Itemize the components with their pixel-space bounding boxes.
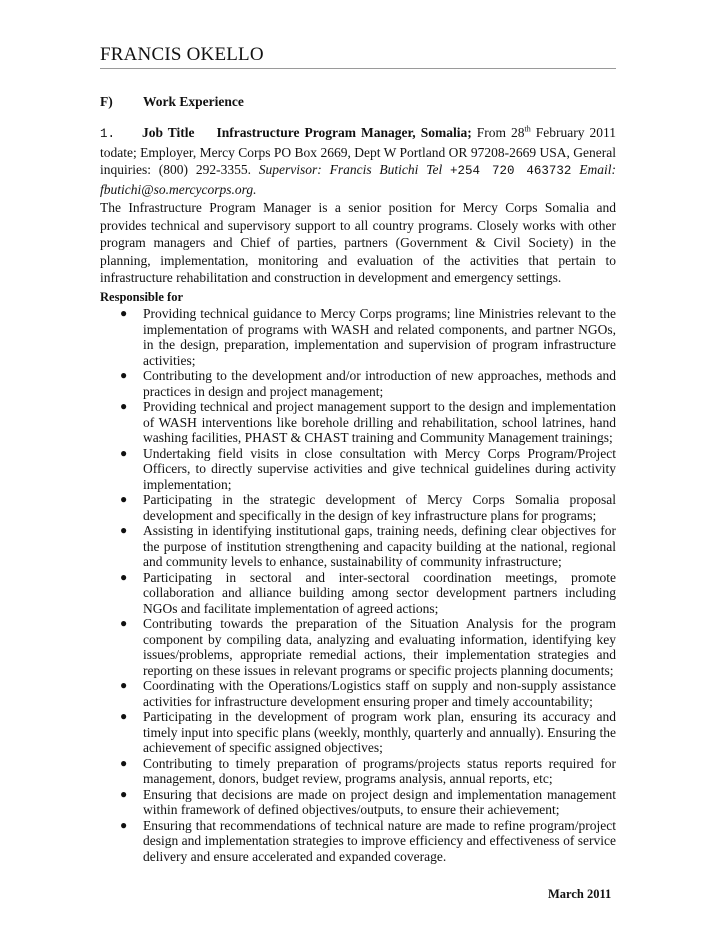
responsibilities-heading: Responsible for [100, 290, 183, 304]
list-item: ● Contributing to timely preparation of programs/projects status reports required for management, donors, budget review, programs analysis, annual reports, etc; [120, 755, 616, 786]
tel-number: +254 720 463732 [450, 164, 572, 178]
job-title-label: Job Title [142, 125, 195, 140]
bullet-icon: ● [120, 306, 128, 320]
bullet-icon: ● [120, 786, 128, 801]
bullet-icon: ● [120, 678, 128, 692]
list-item: ● Contributing to the development and/or introduction of new approaches, methods and practices in design and project management; [120, 368, 616, 399]
bullet-icon: ● [120, 492, 128, 506]
job-from-sup: th [524, 124, 531, 134]
candidate-name: FRANCIS OKELLO [100, 44, 264, 65]
list-item: ● Coordinating with the Operations/Logistics staff on supply and non-supply assistance activities for infrastructure development ensuring proper and timely accountability; [120, 678, 616, 709]
footer-date: March 2011 [548, 887, 612, 901]
header-divider [100, 68, 616, 69]
section-heading [100, 94, 244, 110]
bullet-icon: ● [120, 709, 128, 723]
list-item: ● Ensuring that decisions are made on project design and implementation management within framework of defined objectives/outputs, to ensure their achievement; [120, 786, 616, 817]
email-label: Email: [579, 162, 616, 177]
job-number: 1. [100, 127, 116, 141]
bullet-icon: ● [120, 569, 128, 584]
responsibilities-list [100, 306, 616, 864]
list-item: ● Providing technical and project management support to the design and implementation of WASH interventions like borehole drilling and rehabilitation, school latrines, hand washing facilities, PHAST & CHAST training and Community Management trainings; [120, 399, 616, 445]
job-from-prefix: From 28 [476, 125, 525, 140]
job-entry [100, 124, 616, 198]
role-description: The Infrastructure Program Manager is a senior position for Mercy Corps Somalia and provides technical and supervisory support to all country programs. Closely works with other program managers and Chief of parties, partners (Government & Civil Society) in the planning, implementation, monitoring and evaluation of the activities that pertain to infrastructure rehabilitation and construction in development and emergency settings. [100, 200, 616, 285]
list-item: ● Assisting in identifying institutional gaps, training needs, defining clear objectives for the purpose of institution strengthening and capacity building at the national, regional and community levels to enhance, sustainability of community infrastructure; [120, 523, 616, 569]
list-item: ● Participating in the development of program work plan, ensuring its accuracy and timely input into specific plans (weekly, monthly, quarterly and annually). Ensuring the achievement of specific assigned objectives; [120, 709, 616, 755]
section-title: Work Experience [143, 94, 244, 109]
bullet-icon: ● [120, 755, 128, 770]
supervisor-label: Supervisor: [258, 162, 322, 177]
job-title: Infrastructure Program Manager, Somalia; [216, 125, 472, 140]
list-item: ● Providing technical guidance to Mercy Corps programs; line Ministries relevant to the implementation of programs with WASH and related components, and partner NGOs, in the design, preparation, implementation and supervision of program infrastructure activities; [120, 306, 616, 368]
list-item: ● Ensuring that recommendations of technical nature are made to refine program/project design and implementation strategies to improve efficiency and effectiveness of service delivery and ensure accelerated and expanded coverage. [120, 817, 616, 864]
bullet-icon: ● [120, 399, 128, 413]
bullet-icon: ● [120, 445, 128, 460]
section-number: F) [100, 94, 113, 109]
bullet-icon: ● [120, 368, 128, 382]
bullet-icon: ● [120, 616, 128, 630]
email-address[interactable]: fbutichi@so.mercycorps.org. [100, 181, 257, 197]
list-item: ● Contributing towards the preparation of the Situation Analysis for the program component by compiling data, analyzing and evaluating information, identifying key issues/problems, appropriate remedial actions, their implementation strategies and reporting on these issues in relevant programs or specific projects planning documents; [120, 616, 616, 678]
bullet-icon: ● [120, 817, 128, 832]
supervisor-name: Francis Butichi [329, 162, 419, 177]
list-item: ● Participating in the strategic development of Mercy Corps Somalia proposal development and specifically in the design of key infrastructure plans for programs; [120, 492, 616, 523]
tel-label: Tel [426, 162, 443, 177]
list-item: ● Participating in sectoral and inter-sectoral coordination meetings, promote collaboration and alliance building among sector development partners including NGOs and facilitate implementation of agreed actions; [120, 569, 616, 616]
bullet-icon: ● [120, 523, 128, 537]
list-item: ● Undertaking field visits in close consultation with Mercy Corps Program/Project Officers, to directly supervise activities and give technical guidelines during activity implementation; [120, 445, 616, 492]
job-details: February 2011 todate; Employer, Mercy Corps PO Box 2669, Dept W Portland OR 97208-2669 USA, General inquiries: (800) 292-3355. [100, 125, 617, 177]
